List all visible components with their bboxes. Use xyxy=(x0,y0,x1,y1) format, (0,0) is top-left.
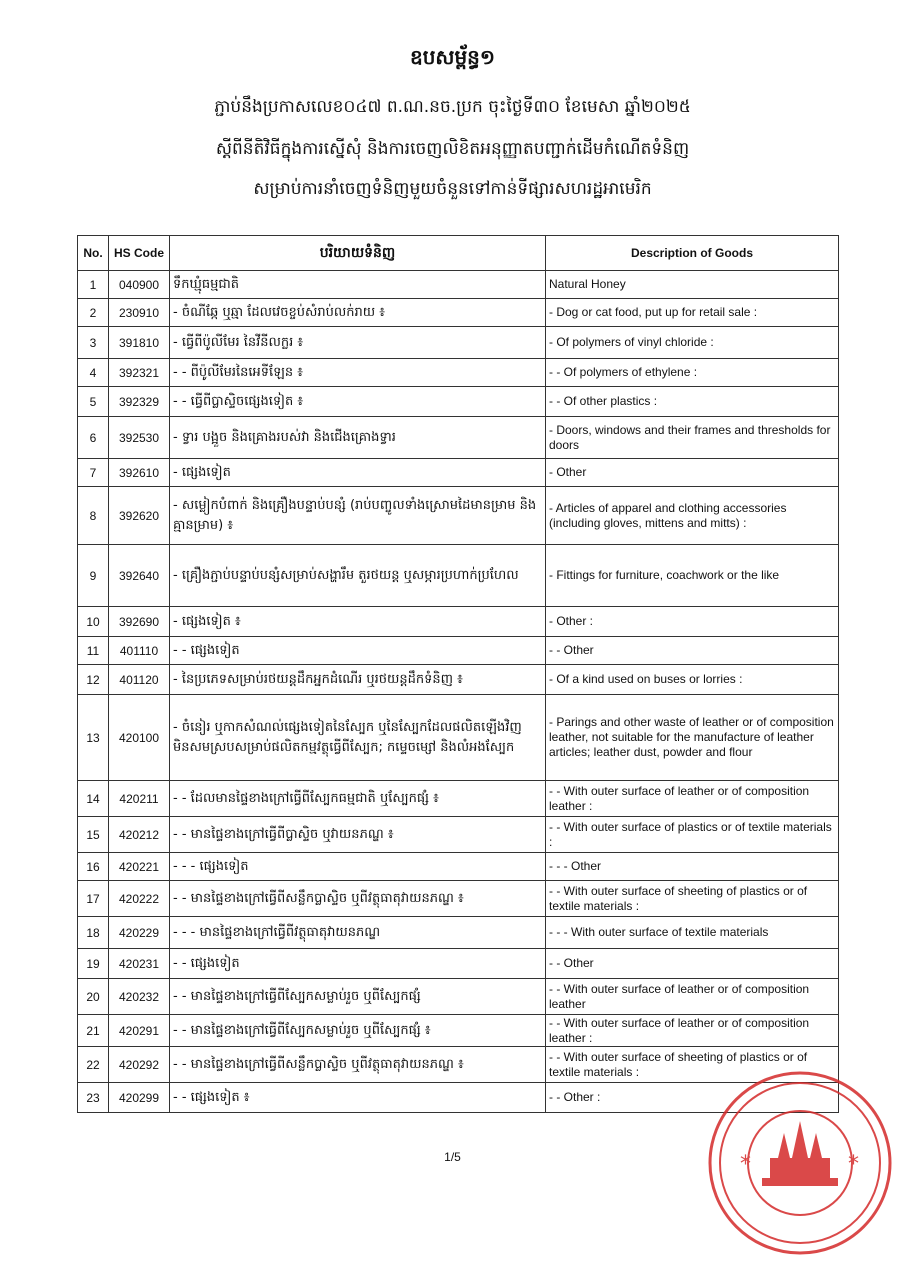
table-row xyxy=(78,299,839,327)
page-number: 1/5 xyxy=(444,1150,461,1164)
table-header-row xyxy=(78,236,839,271)
description-english: - - Of other plastics : xyxy=(546,387,839,417)
description-khmer: - ផ្សេងទៀត ៖ xyxy=(170,607,546,637)
row-number: 1 xyxy=(78,271,109,299)
table-row xyxy=(78,979,839,1015)
row-number: 7 xyxy=(78,459,109,487)
row-number: 22 xyxy=(78,1047,109,1083)
subtitle-line-1: ភ្ជាប់នឹងប្រកាសលេខ០៤៧ ព.ណ.នច.ប្រក ចុះថ្ងៃទី៣០ ខែមេសា ឆ្នាំ២០២៥ xyxy=(214,97,691,117)
subtitle-line-2: ស្តីពីនីតិវិធីក្នុងការស្នើសុំ និងការចេញលិខិតអនុញ្ញាតបញ្ជាក់ដើមកំណើតទំនិញ xyxy=(215,139,690,159)
hs-code: 420231 xyxy=(109,949,170,979)
table-row xyxy=(78,387,839,417)
hs-code: 420100 xyxy=(109,695,170,781)
row-number: 11 xyxy=(78,637,109,665)
table-row xyxy=(78,881,839,917)
row-number: 14 xyxy=(78,781,109,817)
description-english: - Dog or cat food, put up for retail sale : xyxy=(546,299,839,327)
description-khmer: - គ្រឿងភ្ជាប់បន្ទាប់បន្សំសម្រាប់សង្ហារឹម តួរថយន្ត ឬសម្ភារប្រហាក់ប្រហែល xyxy=(170,545,546,607)
hs-code: 401120 xyxy=(109,665,170,695)
row-number: 18 xyxy=(78,917,109,949)
description-english: - - Other : xyxy=(546,1083,839,1113)
table-row xyxy=(78,417,839,459)
description-khmer: - - ធ្វើពីប្លាស្ទិចផ្សេងទៀត ៖ xyxy=(170,387,546,417)
goods-table xyxy=(77,235,839,1113)
header-hs-code: HS Code xyxy=(109,236,170,271)
svg-text:*: * xyxy=(740,1152,751,1177)
description-khmer: - - មានផ្ទៃខាងក្រៅធ្វើពីស្បែកសម្លាប់រួច ឬពីស្បែកផ្សំ ៖ xyxy=(170,1015,546,1047)
description-english: - - - With outer surface of textile materials xyxy=(546,917,839,949)
description-english: - Fittings for furniture, coachwork or the like xyxy=(546,545,839,607)
description-english: - Articles of apparel and clothing accessories (including gloves, mittens and mitts) : xyxy=(546,487,839,545)
official-seal-icon xyxy=(700,1063,900,1263)
description-english: - - With outer surface of sheeting of plastics or of textile materials : xyxy=(546,881,839,917)
row-number: 3 xyxy=(78,327,109,359)
hs-code: 420222 xyxy=(109,881,170,917)
description-english: - - With outer surface of plastics or of textile materials : xyxy=(546,817,839,853)
description-khmer: - ចំនៀរ ឬកាកសំណល់ផ្សេងទៀតនៃស្បែក ឬនៃស្បែកដែលផលិតឡើងវិញ មិនសមស្របសម្រាប់ផលិតកម្មវត្ថុធ្វើពីស្បែក; កម្ទេចម្សៅ និងលំអងស្បែក xyxy=(170,695,546,781)
table-row xyxy=(78,327,839,359)
description-english: - - With outer surface of leather or of composition leather : xyxy=(546,781,839,817)
description-english: - - Of polymers of ethylene : xyxy=(546,359,839,387)
row-number: 5 xyxy=(78,387,109,417)
hs-code: 040900 xyxy=(109,271,170,299)
description-khmer: - - ផ្សេងទៀត ៖ xyxy=(170,1083,546,1113)
table-row xyxy=(78,607,839,637)
description-english: - - With outer surface of sheeting of plastics or of textile materials : xyxy=(546,1047,839,1083)
hs-code: 391810 xyxy=(109,327,170,359)
row-number: 19 xyxy=(78,949,109,979)
description-english: - - Other xyxy=(546,949,839,979)
row-number: 10 xyxy=(78,607,109,637)
description-khmer: ទឹកឃ្មុំធម្មជាតិ xyxy=(170,271,546,299)
table-row xyxy=(78,359,839,387)
header-description-english: Description of Goods xyxy=(546,236,839,271)
table-row xyxy=(78,781,839,817)
description-khmer: - - ដែលមានផ្ទៃខាងក្រៅធ្វើពីស្បែកធម្មជាតិ ឬស្បែកផ្សំ ៖ xyxy=(170,781,546,817)
hs-code: 230910 xyxy=(109,299,170,327)
description-khmer: - - មានផ្ទៃខាងក្រៅធ្វើពីសន្លឹកប្លាស្ទិច ឬពីវត្ថុធាតុវាយនភណ្ឌ ៖ xyxy=(170,1047,546,1083)
table-row xyxy=(78,459,839,487)
table-row xyxy=(78,271,839,299)
header-description-khmer: បរិយាយទំនិញ xyxy=(170,236,546,271)
row-number: 8 xyxy=(78,487,109,545)
hs-code: 420211 xyxy=(109,781,170,817)
hs-code: 420292 xyxy=(109,1047,170,1083)
description-khmer: - - ពីប៉ូលីមែរនៃអេទីឡែន ៖ xyxy=(170,359,546,387)
row-number: 12 xyxy=(78,665,109,695)
row-number: 4 xyxy=(78,359,109,387)
description-khmer: - - - ផ្សេងទៀត xyxy=(170,853,546,881)
description-english: - - With outer surface of leather or of composition leather : xyxy=(546,1015,839,1047)
row-number: 20 xyxy=(78,979,109,1015)
hs-code: 401110 xyxy=(109,637,170,665)
table-row xyxy=(78,665,839,695)
row-number: 15 xyxy=(78,817,109,853)
description-english: - Parings and other waste of leather or of composition leather, not suitable for the manufacture of leather articles; leather dust, powder and flour xyxy=(546,695,839,781)
description-english: Natural Honey xyxy=(546,271,839,299)
header-no: No. xyxy=(78,236,109,271)
description-khmer: - - មានផ្ទៃខាងក្រៅធ្វើពីស្បែកសម្លាប់រួច ឬពីស្បែកផ្សំ xyxy=(170,979,546,1015)
subtitle-line-3: សម្រាប់ការនាំចេញទំនិញមួយចំនួនទៅកាន់ទីផ្សារសហរដ្ឋអាមេរិក xyxy=(253,179,652,199)
annex-title: ឧបសម្ព័ន្ធ១ xyxy=(410,45,495,69)
description-english: - Other : xyxy=(546,607,839,637)
row-number: 9 xyxy=(78,545,109,607)
description-khmer: - - - មានផ្ទៃខាងក្រៅធ្វើពីវត្ថុធាតុវាយនភណ្ឌ xyxy=(170,917,546,949)
description-khmer: - - ផ្សេងទៀត xyxy=(170,949,546,979)
hs-code: 420291 xyxy=(109,1015,170,1047)
description-english: - - Other xyxy=(546,637,839,665)
description-english: - Of a kind used on buses or lorries : xyxy=(546,665,839,695)
description-khmer: - សម្លៀកបំពាក់ និងគ្រឿងបន្ទាប់បន្សំ (រាប់បញ្ចូលទាំងស្រោមដៃមានម្រាម និងគ្មានម្រាម) ៖ xyxy=(170,487,546,545)
description-english: - - - Other xyxy=(546,853,839,881)
description-khmer: - នៃប្រភេទសម្រាប់រថយន្តដឹកអ្នកដំណើរ ឬរថយន្តដឹកទំនិញ ៖ xyxy=(170,665,546,695)
hs-code: 392610 xyxy=(109,459,170,487)
hs-code: 392640 xyxy=(109,545,170,607)
row-number: 16 xyxy=(78,853,109,881)
hs-code: 392530 xyxy=(109,417,170,459)
description-khmer: - - មានផ្ទៃខាងក្រៅធ្វើពីសន្លឹកប្លាស្ទិច ឬពីវត្ថុធាតុវាយនភណ្ឌ ៖ xyxy=(170,881,546,917)
description-khmer: - - ផ្សេងទៀត xyxy=(170,637,546,665)
description-khmer: - ធ្វើពីប៉ូលីមែរ នៃវីនីលក្លរ ៖ xyxy=(170,327,546,359)
hs-code: 392329 xyxy=(109,387,170,417)
description-english: - Other xyxy=(546,459,839,487)
hs-code: 420221 xyxy=(109,853,170,881)
table-row xyxy=(78,1015,839,1047)
hs-code: 392620 xyxy=(109,487,170,545)
table-row xyxy=(78,853,839,881)
table-row xyxy=(78,917,839,949)
description-english: - - With outer surface of leather or of composition leather xyxy=(546,979,839,1015)
hs-code: 420232 xyxy=(109,979,170,1015)
hs-code: 420212 xyxy=(109,817,170,853)
table-row xyxy=(78,545,839,607)
hs-code: 392690 xyxy=(109,607,170,637)
row-number: 21 xyxy=(78,1015,109,1047)
row-number: 13 xyxy=(78,695,109,781)
table-row xyxy=(78,695,839,781)
svg-text:*: * xyxy=(848,1152,859,1177)
row-number: 17 xyxy=(78,881,109,917)
table-row xyxy=(78,817,839,853)
description-english: - Doors, windows and their frames and thresholds for doors xyxy=(546,417,839,459)
hs-code: 420229 xyxy=(109,917,170,949)
table-row xyxy=(78,637,839,665)
row-number: 6 xyxy=(78,417,109,459)
table-row xyxy=(78,949,839,979)
hs-code: 420299 xyxy=(109,1083,170,1113)
description-khmer: - ទ្វារ បង្អួច និងគ្រោងរបស់វា និងជើងគ្រោងទ្វារ xyxy=(170,417,546,459)
table-row xyxy=(78,487,839,545)
description-khmer: - ចំណីឆ្កែ ឬឆ្មា ដែលវេចខ្ចប់សំរាប់លក់រាយ ៖ xyxy=(170,299,546,327)
description-khmer: - - មានផ្ទៃខាងក្រៅធ្វើពីប្លាស្ទិច ឬវាយនភណ្ឌ ៖ xyxy=(170,817,546,853)
row-number: 23 xyxy=(78,1083,109,1113)
description-english: - Of polymers of vinyl chloride : xyxy=(546,327,839,359)
row-number: 2 xyxy=(78,299,109,327)
hs-code: 392321 xyxy=(109,359,170,387)
description-khmer: - ផ្សេងទៀត xyxy=(170,459,546,487)
